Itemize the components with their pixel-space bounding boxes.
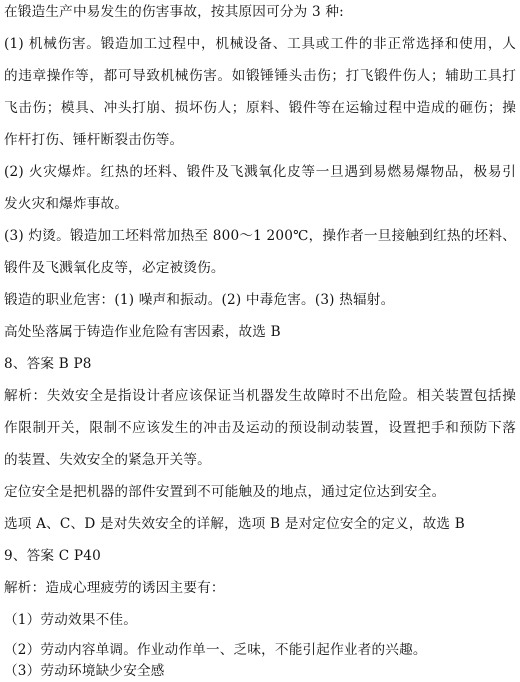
text-line: 解析：造成心理疲劳的诱因主要有：: [4, 580, 225, 596]
text-line: 高处坠落属于铸造作业危险有害因素，故选 B: [4, 324, 281, 340]
text-line: 发火灾和爆炸事故。: [4, 196, 129, 212]
text-line: 解析：失效安全是指设计者应该保证当机器发生故障时不出危险。相关装置包括操: [4, 388, 516, 404]
text-line: 作限制开关，限制不应该发生的冲击及运动的预设制动装置，设置把手和预防下落: [4, 420, 516, 436]
text-line: 选项 A、C、D 是对失效安全的详解，选项 B 是对定位安全的定义，故选 B: [4, 516, 465, 532]
text-line: 定位安全是把机器的部件安置到不可能触及的地点，通过定位达到安全。: [4, 484, 446, 500]
text-line: （2）劳动内容单调。作业动作单一、乏味，不能引起作业者的兴趣。: [4, 642, 427, 658]
text-line: 作杆打伤、锤杆断裂击伤等。: [4, 132, 184, 148]
text-line: 在锻造生产中易发生的伤害事故，按其原因可分为 3 种:: [4, 4, 344, 20]
text-line: 飞击伤；模具、冲头打崩、损坏伤人；原料、锻件等在运输过程中造成的砸伤；操: [4, 100, 516, 116]
text-line: 锻造的职业危害：(1) 噪声和振动。(2) 中毒危害。(3) 热辐射。: [4, 292, 395, 308]
text-line: 的违章操作等，都可导致机械伤害。如锻锤锤头击伤；打飞锻件伤人；辅助工具打: [4, 68, 516, 84]
text-line: 的装置、失效安全的紧急开关等。: [4, 452, 211, 468]
text-line: （3）劳动环境缺少安全感: [4, 663, 165, 679]
text-line: 锻件及飞溅氧化皮等，必定被烫伤。: [4, 260, 225, 276]
text-line: 9、答案 C P40: [4, 548, 101, 564]
text-line: (2) 火灾爆炸。红热的坯料、锻件及飞溅氧化皮等一旦遇到易燃易爆物品，极易引: [4, 164, 516, 180]
text-line: (3) 灼烫。锻造加工坯料常加热至 800～1 200℃，操作者一旦接触到红热的坯料、: [4, 228, 516, 244]
text-line: 8、答案 B P8: [4, 356, 92, 372]
text-line: （1）劳动效果不佳。: [4, 612, 137, 628]
text-line: (1) 机械伤害。锻造加工过程中，机械设备、工具或工件的非正常选择和使用，人: [4, 36, 516, 52]
